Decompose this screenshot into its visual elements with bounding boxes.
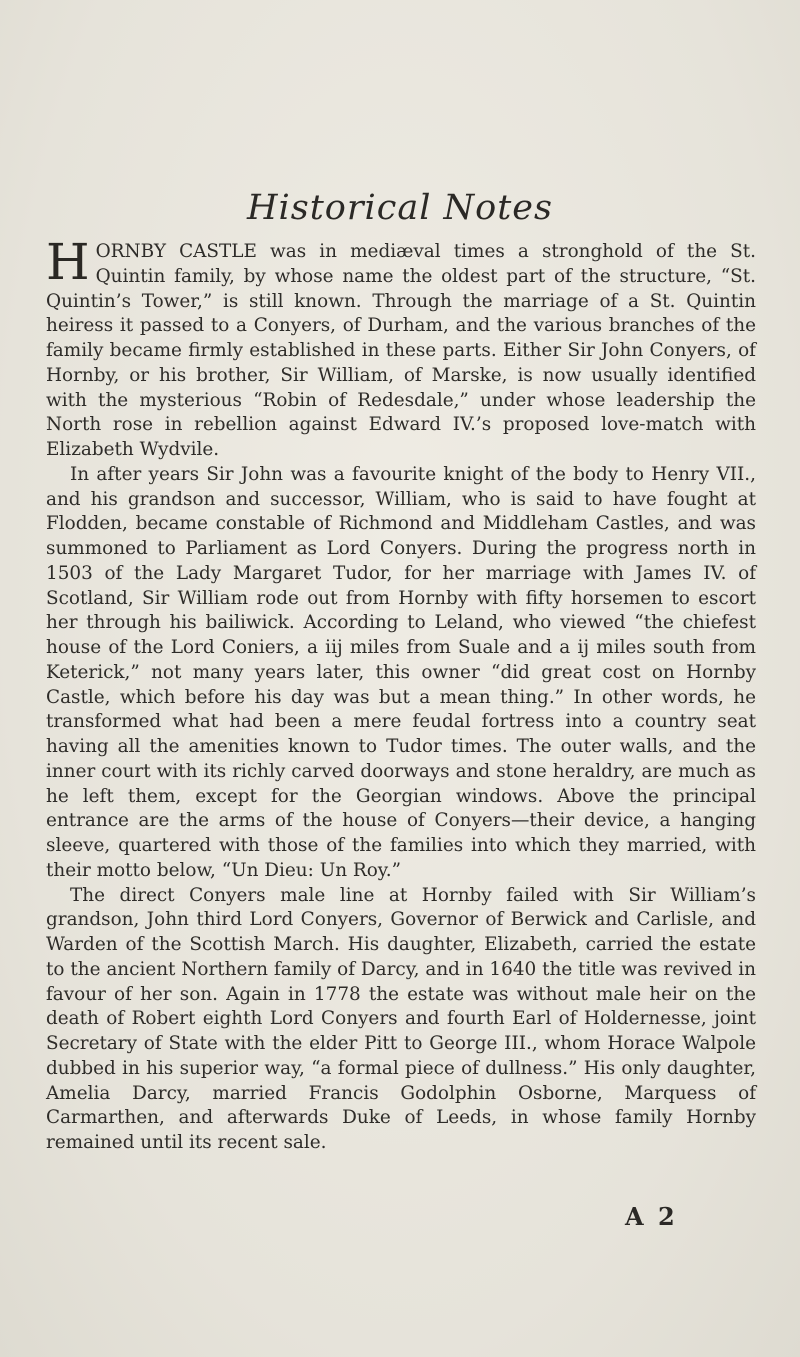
paragraph-1: [46, 233, 756, 463]
paragraph-1-text: ORNBY CASTLE was in mediæval times a stronghold of the St. Quintin family, by whose name the oldest part of the structure, “St. Quintin’s Tower,” is still known. Through the marriage of a St. Quintin heiress it passed to a Conyers, of Durham, and the various branches of the family became firmly established in these parts. Either Sir John Conyers, of Hornby, or his brother, Sir William, of Marske, is now usually identified with the mysterious “Robin of Redesdale,” under whose leadership the North rose in rebellion against Edward IV.’s proposed love-match with Elizabeth Wydvile.: [46, 241, 756, 460]
page-signature: A 2: [625, 1202, 678, 1231]
paragraph-3: The direct Conyers male line at Hornby failed with Sir William’s grandson, John third Lord Conyers, Governor of Berwick and Carlisle, and Warden of the Scottish March. His daughter, Elizabeth, carried the estate to the ancient Northern family of Darcy, and in 1640 the title was revived in favour of her son. Again in 1778 the estate was without male heir on the death of Robert eighth Lord Conyers and fourth Earl of Holdernesse, joint Secretary of State with the elder Pitt to George III., whom Horace Walpole dubbed in his superior way, “a formal piece of dullness.” His only daughter, Amelia Darcy, married Francis Godolphin Osborne, Marquess of Carmarthen, and afterwards Duke of Leeds, in whose family Hornby remained until its recent sale.: [46, 884, 756, 1153]
paragraph-2: In after years Sir John was a favourite knight of the body to Henry VII., and his grandson and successor, William, who is said to have fought at Flodden, became constable of Richmond and Middleham Castles, and was summoned to Parliament as Lord Conyers. During the progress north in 1503 of the Lady Margaret Tudor, for her marriage with James IV. of Scotland, Sir William rode out from Hornby with fifty horsemen to escort her through his bailiwick. According to Leland, who viewed “the chiefest house of the Lord Coniers, a iij miles from Suale and a ij miles south from Keterick,” not many years later, this owner “did great cost on Hornby Castle, which before his day was but a mean thing.” In other words, he transformed what had been a mere feudal fortress into a country seat having all the amenities known to Tudor times. The outer walls, and the inner court with its richly carved doorways and stone heraldry, are much as he left them, except for the Georgian windows. Above the principal entrance are the arms of the house of Conyers—their device, a hanging sleeve, quartered with those of the families into which they married, with their motto below, “Un Dieu: Un Roy.”: [46, 463, 756, 881]
body-text: [46, 233, 756, 1156]
page-title: Historical Notes: [247, 188, 553, 228]
drop-cap: H: [46, 233, 90, 291]
